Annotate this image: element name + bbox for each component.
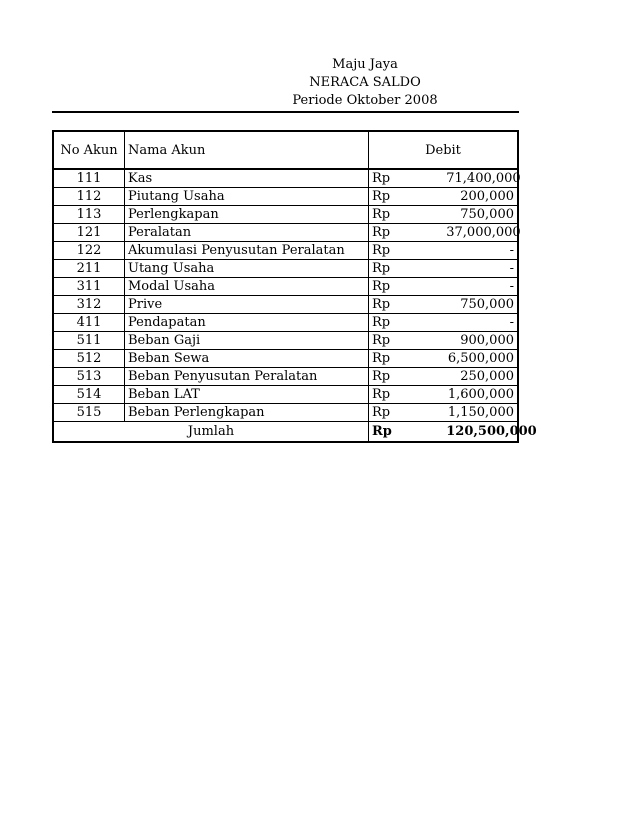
- header-divider: [52, 111, 519, 113]
- account-name: Beban LAT: [125, 386, 369, 404]
- table-row: [53, 260, 518, 278]
- trial-balance-table: [52, 130, 537, 443]
- account-currency: Rp: [369, 314, 444, 332]
- account-number: 411: [53, 314, 125, 332]
- total-label: Jumlah: [53, 422, 369, 443]
- account-currency: Rp: [369, 404, 444, 422]
- table-row: [53, 332, 518, 350]
- report-title: NERACA SALDO: [309, 75, 421, 90]
- account-debit: 250,000: [443, 368, 518, 386]
- account-number: 111: [53, 169, 125, 188]
- account-currency: Rp: [369, 332, 444, 350]
- account-name: Perlengkapan: [125, 206, 369, 224]
- account-name: Pendapatan: [125, 314, 369, 332]
- table-row: [53, 188, 518, 206]
- account-name: Beban Penyusutan Peralatan: [125, 368, 369, 386]
- account-number: 514: [53, 386, 125, 404]
- account-name: Beban Gaji: [125, 332, 369, 350]
- account-debit: -: [443, 260, 518, 278]
- account-currency: Rp: [369, 368, 444, 386]
- account-name: Beban Perlengkapan: [125, 404, 369, 422]
- account-name: Kas: [125, 169, 369, 188]
- account-debit: 750,000: [443, 206, 518, 224]
- account-debit: 1,600,000: [443, 386, 518, 404]
- account-debit: 71,400,000: [443, 169, 518, 188]
- account-debit: -: [443, 242, 518, 260]
- table-row: [53, 368, 518, 386]
- table-row: [53, 278, 518, 296]
- total-row: [53, 422, 518, 443]
- account-name: Prive: [125, 296, 369, 314]
- account-number: 112: [53, 188, 125, 206]
- account-currency: Rp: [369, 206, 444, 224]
- account-number: 515: [53, 404, 125, 422]
- column-header-nama-akun: Nama Akun: [125, 131, 369, 169]
- account-name: Utang Usaha: [125, 260, 369, 278]
- account-debit: -: [443, 314, 518, 332]
- column-header-no-akun: No Akun: [53, 131, 125, 169]
- table-row: [53, 169, 518, 188]
- account-name: Akumulasi Penyusutan Peralatan: [125, 242, 369, 260]
- account-currency: Rp: [369, 188, 444, 206]
- account-name: Piutang Usaha: [125, 188, 369, 206]
- table-row: [53, 242, 518, 260]
- account-currency: Rp: [369, 169, 444, 188]
- account-debit: 900,000: [443, 332, 518, 350]
- account-number: 312: [53, 296, 125, 314]
- table-header-row: [53, 131, 518, 169]
- report-period: Periode Oktober 2008: [292, 93, 438, 108]
- total-amount: 120,500,000: [443, 422, 518, 443]
- account-name: Beban Sewa: [125, 350, 369, 368]
- account-number: 512: [53, 350, 125, 368]
- table-row: [53, 404, 518, 422]
- account-currency: Rp: [369, 224, 444, 242]
- account-currency: Rp: [369, 350, 444, 368]
- account-currency: Rp: [369, 242, 444, 260]
- table-row: [53, 296, 518, 314]
- table-row: [53, 206, 518, 224]
- account-debit: 37,000,000: [443, 224, 518, 242]
- account-debit: 6,500,000: [443, 350, 518, 368]
- account-name: Peralatan: [125, 224, 369, 242]
- account-name: Modal Usaha: [125, 278, 369, 296]
- table-row: [53, 350, 518, 368]
- account-debit: 750,000: [443, 296, 518, 314]
- account-number: 122: [53, 242, 125, 260]
- account-debit: 1,150,000: [443, 404, 518, 422]
- account-number: 211: [53, 260, 125, 278]
- account-currency: Rp: [369, 260, 444, 278]
- column-header-debit: Debit: [369, 131, 519, 169]
- table-row: [53, 386, 518, 404]
- total-currency: Rp: [369, 422, 444, 443]
- account-currency: Rp: [369, 296, 444, 314]
- account-number: 121: [53, 224, 125, 242]
- account-currency: Rp: [369, 278, 444, 296]
- account-number: 513: [53, 368, 125, 386]
- account-number: 511: [53, 332, 125, 350]
- account-currency: Rp: [369, 386, 444, 404]
- account-debit: -: [443, 278, 518, 296]
- company-name: Maju Jaya: [332, 57, 398, 72]
- account-debit: 200,000: [443, 188, 518, 206]
- account-number: 113: [53, 206, 125, 224]
- account-number: 311: [53, 278, 125, 296]
- table-row: [53, 314, 518, 332]
- table-row: [53, 224, 518, 242]
